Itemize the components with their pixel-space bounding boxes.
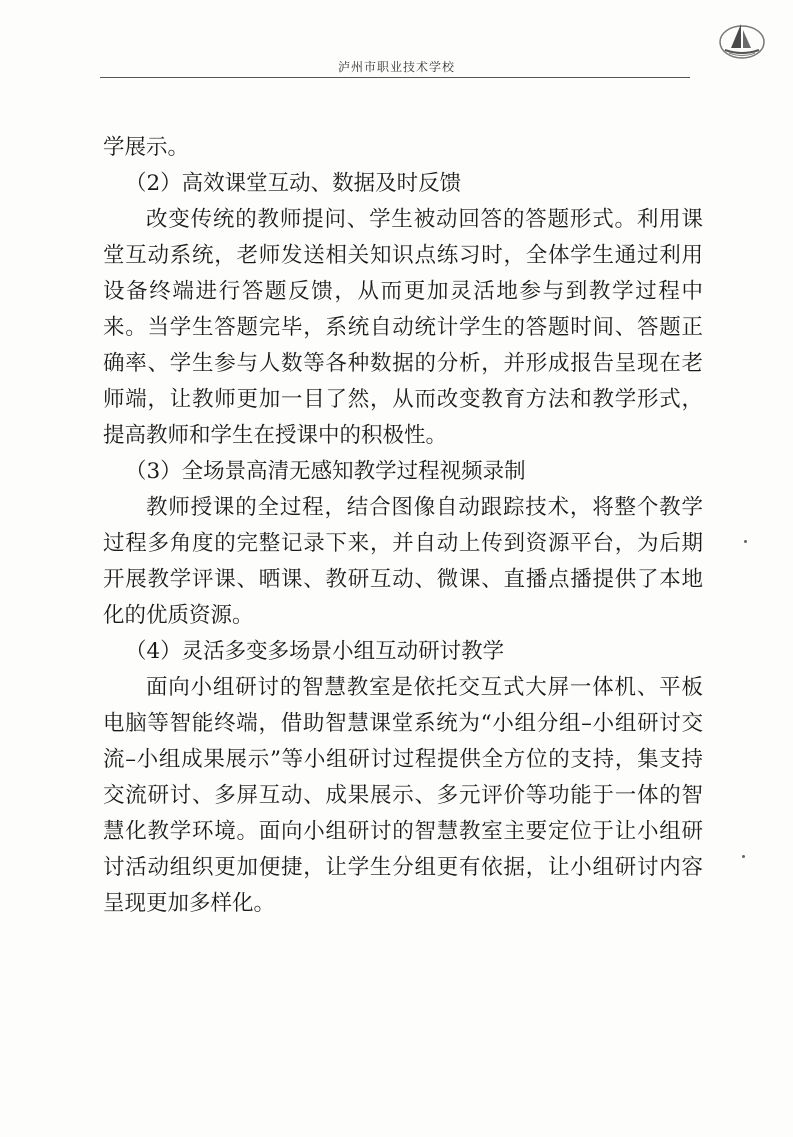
scan-speck bbox=[742, 855, 745, 858]
paragraph: 教师授课的全过程，结合图像自动跟踪技术，将整个教学过程多角度的完整记录下来，并自动上传到资源平台，为后期开展教学评课、晒课、教研互动、微课、直播点播提供了本地化的优质资源。 bbox=[103, 495, 703, 628]
header-title: 泸州市职业技术学校 bbox=[337, 60, 455, 74]
school-logo-icon bbox=[717, 18, 767, 62]
section-heading: （4）灵活多变多场景小组互动研讨教学 bbox=[125, 639, 505, 664]
paragraph: 改变传统的教师提问、学生被动回答的答题形式。利用课堂互动系统，老师发送相关知识点练习时，全体学生通过利用设备终端进行答题反馈，从而更加灵活地参与到教学过程中来。当学生答题完毕，系统自动统计学生的答题时间、答题正确率、学生参与人数等各种数据的分析，并形成报告呈现在老师端，让教师更加一目了然，从而改变教育方法和教学形式，提高教师和学生在授课中的积极性。 bbox=[103, 207, 703, 448]
scan-speck bbox=[744, 540, 747, 543]
section-heading: （3）全场景高清无感知教学过程视频录制 bbox=[125, 459, 526, 484]
section-heading: （2）高效课堂互动、数据及时反馈 bbox=[125, 171, 462, 196]
document-body bbox=[103, 130, 703, 922]
header-divider bbox=[100, 77, 690, 78]
paragraph-continuation: 学展示。 bbox=[103, 135, 190, 160]
paragraph: 面向小组研讨的智慧教室是依托交互式大屏一体机、平板电脑等智能终端，借助智慧课堂系统为“小组分组–小组研讨交流–小组成果展示”等小组研讨过程提供全方位的支持，集支持交流研讨、多屏互动、成果展示、多元评价等功能于一体的智慧化教学环境。面向小组研讨的智慧教室主要定位于让小组研讨活动组织更加便捷，让学生分组更有依据，让小组研讨内容呈现更加多样化。 bbox=[103, 675, 703, 916]
